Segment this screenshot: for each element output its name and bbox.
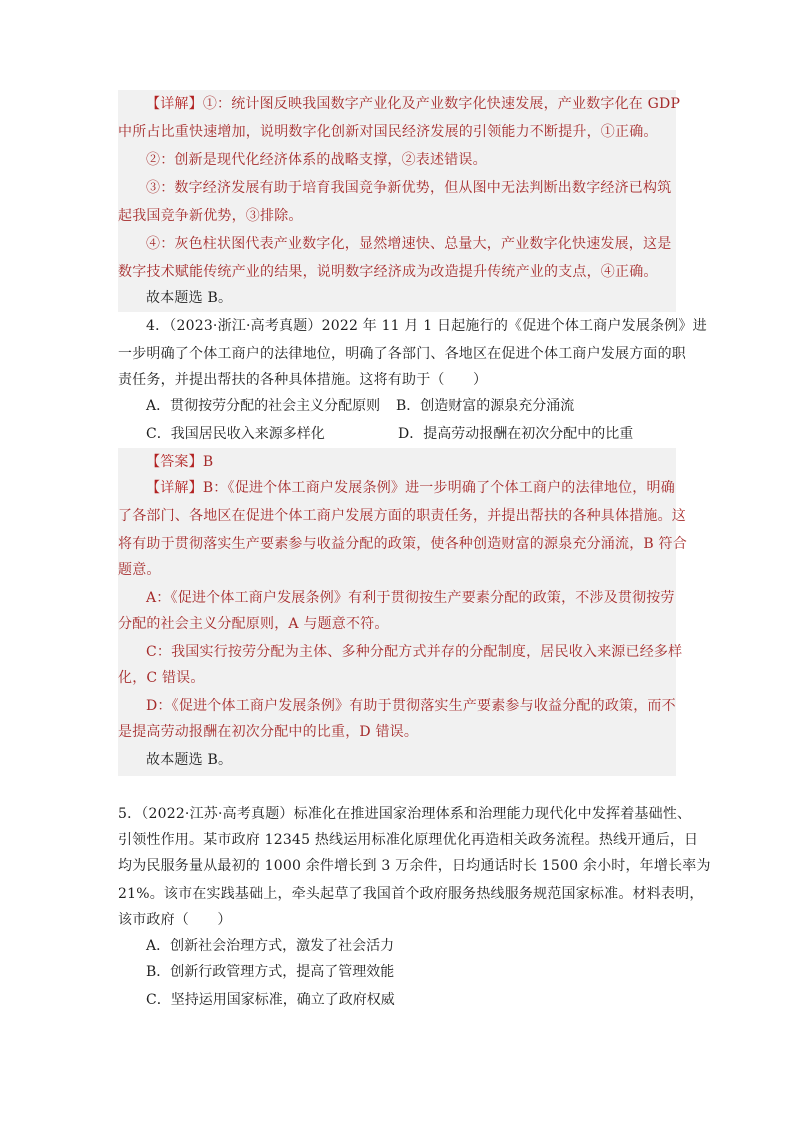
explanation-line: 数字技术赋能传统产业的结果，说明数字经济成为改造提升传统产业的支点，④正确。 bbox=[118, 264, 658, 280]
detail-tag: 【详解】 bbox=[146, 480, 203, 496]
explanation-line: 中所占比重快速增加，说明数字化创新对国民经济发展的引领能力不断提升，①正确。 bbox=[118, 124, 658, 140]
question-5-stem: 引领性作用。某市政府 12345 热线运用标准化原理优化再造相关政务流程。热线开通后，日 bbox=[118, 832, 699, 848]
answer-line bbox=[118, 448, 678, 476]
explanation-line: 【详解】B：《促进个体工商户发展条例》进一步明确了个体工商户的法律地位，明确 bbox=[146, 480, 675, 496]
conclusion-line: 故本题选 B。 bbox=[146, 752, 233, 768]
explanation-line: ③：数字经济发展有助于培育我国竞争新优势，但从图中无法判断出数字经济已构筑 bbox=[146, 180, 672, 196]
explanation-line: D：《促进个体工商户发展条例》有助于贯彻落实生产要素参与收益分配的政策，而不 bbox=[146, 698, 676, 714]
question-4-option-a: A．贯彻按劳分配的社会主义分配原则 bbox=[146, 398, 381, 414]
explanation-line: 题意。 bbox=[118, 562, 161, 578]
question-4-option-d: D．提高劳动报酬在初次分配中的比重 bbox=[398, 426, 634, 442]
explanation-line: ④：灰色柱状图代表产业数字化，显然增速快、总量大，产业数字化快速发展，这是 bbox=[146, 236, 672, 252]
question-5-stem: 5．（2022·江苏·高考真题）标准化在推进国家治理体系和治理能力现代化中发挥着基础性、 bbox=[118, 806, 692, 822]
explanation-line: 分配的社会主义分配原则，A 与题意不符。 bbox=[118, 616, 389, 632]
conclusion-line: 故本题选 B。 bbox=[146, 290, 233, 306]
question-4-option-c: C．我国居民收入来源多样化 bbox=[146, 426, 325, 442]
question-5-option-a: A．创新社会治理方式，激发了社会活力 bbox=[146, 938, 395, 954]
answer-tag: 【答案】 bbox=[146, 454, 203, 470]
explanation-line: ②：创新是现代化经济体系的战略支撑，②表述错误。 bbox=[146, 152, 487, 168]
question-5-stem: 该市政府（ ） bbox=[118, 912, 232, 928]
detail-tag: 【详解】 bbox=[146, 96, 203, 112]
question-5-stem: 均为民服务量从最初的 1000 余件增长到 3 万余件，日均通话时长 1500 余小时，年增长率为 bbox=[118, 858, 711, 874]
question-5-option-b: B．创新行政管理方式，提高了管理效能 bbox=[146, 964, 395, 980]
explanation-line: C：我国实行按劳分配为主体、多种分配方式并存的分配制度，居民收入来源已经多样 bbox=[146, 644, 683, 660]
explanation-line: 是提高劳动报酬在初次分配中的比重，D 错误。 bbox=[118, 724, 419, 740]
question-5-option-c: C．坚持运用国家标准，确立了政府权威 bbox=[146, 992, 395, 1008]
explanation-line: 了各部门、各地区在促进个体工商户发展方面的职责任务，并提出帮扶的各种具体措施。这 bbox=[118, 508, 686, 524]
question-4-stem: 4．（2023·浙江·高考真题）2022 年 11 月 1 日起施行的《促进个体工商户发展条例》进 bbox=[146, 318, 707, 334]
explanation-line: 将有助于贯彻落实生产要素参与收益分配的政策，使各种创造财富的源泉充分涌流，B 符合 bbox=[118, 536, 687, 552]
question-4-option-b: B．创造财富的源泉充分涌流 bbox=[396, 398, 575, 414]
question-5-stem: 21%。该市在实践基础上，牵头起草了我国首个政府服务热线服务规范国家标准。材料表明， bbox=[118, 886, 704, 902]
explanation-line: 起我国竞争新优势，③排除。 bbox=[118, 208, 303, 224]
explanation-line: 【详解】①：统计图反映我国数字产业化及产业数字化快速发展，产业数字化在 GDP bbox=[146, 96, 681, 112]
explanation-line: A：《促进个体工商户发展条例》有利于贯彻按生产要素分配的政策，不涉及贯彻按劳 bbox=[146, 590, 675, 606]
question-4-stem: 一步明确了个体工商户的法律地位，明确了各部门、各地区在促进个体工商户发展方面的职 bbox=[118, 346, 686, 362]
question-4-stem: 责任务，并提出帮扶的各种具体措施。这将有助于（ ） bbox=[118, 372, 488, 388]
answer-value: B bbox=[202, 454, 214, 470]
explanation-line: 化，C 错误。 bbox=[118, 670, 205, 686]
